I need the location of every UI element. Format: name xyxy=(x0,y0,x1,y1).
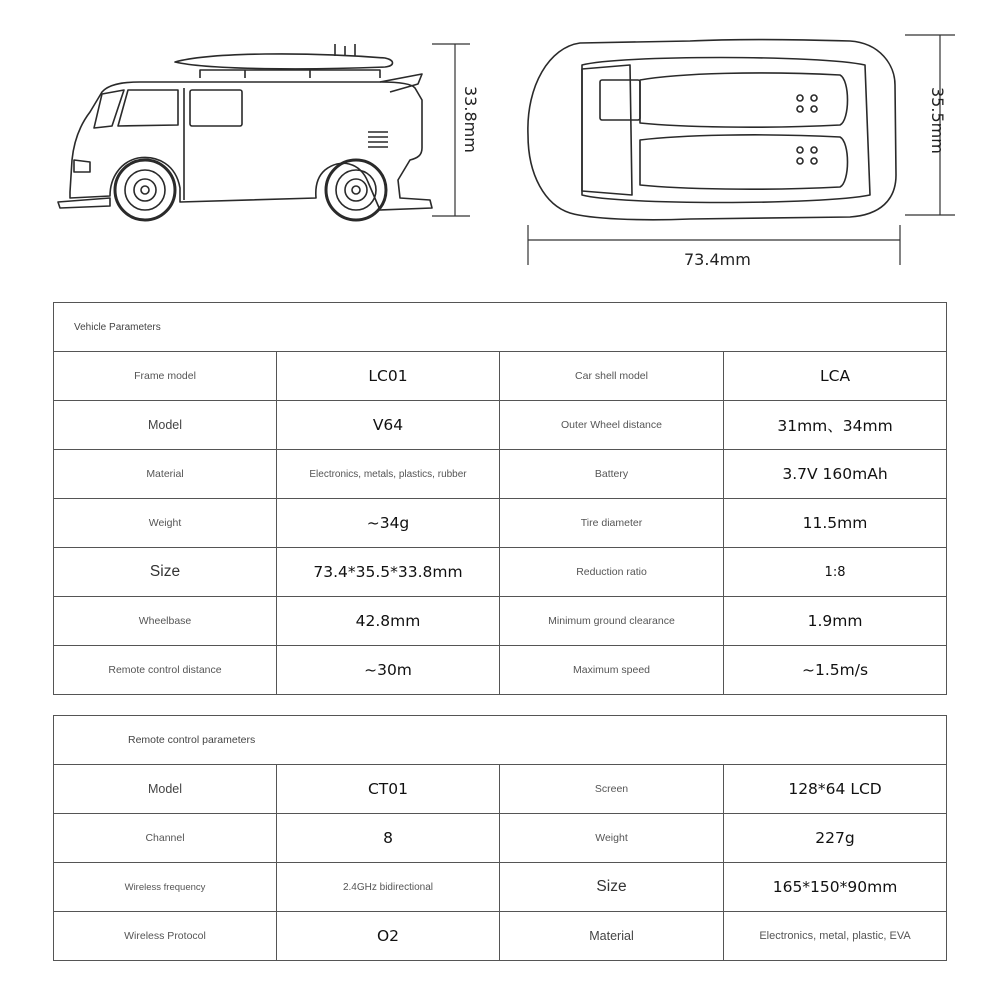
table-row xyxy=(54,863,947,912)
value-battery: 3.7V 160mAh xyxy=(724,450,947,499)
value-weight: ~34g xyxy=(277,499,500,548)
value-remote-material: Electronics, metal, plastic, EVA xyxy=(724,912,947,961)
remote-control-parameters-table xyxy=(53,715,947,961)
value-model: V64 xyxy=(277,401,500,450)
label-tire-diameter: Tire diameter xyxy=(500,499,724,548)
value-min-ground-clearance: 1.9mm xyxy=(724,597,947,646)
side-window xyxy=(190,90,242,126)
label-remote-material: Material xyxy=(500,912,724,961)
table-row xyxy=(54,646,947,695)
value-remote-weight: 227g xyxy=(724,814,947,863)
value-frame-model: LC01 xyxy=(277,352,500,401)
length-dimension-label: 73.4mm xyxy=(684,250,751,269)
front-wheel xyxy=(115,160,175,220)
label-screen: Screen xyxy=(500,765,724,814)
value-wireless-frequency: 2.4GHz bidirectional xyxy=(277,863,500,912)
height-dimension-label: 33.8mm xyxy=(461,86,480,153)
label-reduction-ratio: Reduction ratio xyxy=(500,548,724,597)
value-remote-model: CT01 xyxy=(277,765,500,814)
label-weight: Weight xyxy=(54,499,277,548)
label-remote-control-distance: Remote control distance xyxy=(54,646,277,695)
label-remote-weight: Weight xyxy=(500,814,724,863)
label-model: Model xyxy=(54,401,277,450)
label-wireless-frequency: Wireless frequency xyxy=(54,863,277,912)
table-row xyxy=(54,765,947,814)
vehicle-parameters-table xyxy=(53,302,947,695)
remote-control-parameters-title: Remote control parameters xyxy=(54,716,947,765)
rear-vent xyxy=(368,132,388,147)
value-size: 73.4*35.5*33.8mm xyxy=(277,548,500,597)
label-frame-model: Frame model xyxy=(54,352,277,401)
value-outer-wheel-distance: 31mm、34mm xyxy=(724,401,947,450)
table-row xyxy=(54,548,947,597)
top-view-drawing xyxy=(520,25,980,275)
label-outer-wheel-distance: Outer Wheel distance xyxy=(500,401,724,450)
vehicle-parameters-title: Vehicle Parameters xyxy=(54,303,947,352)
label-channel: Channel xyxy=(54,814,277,863)
front-window xyxy=(118,90,178,126)
rear-wheel xyxy=(326,160,386,220)
label-material: Material xyxy=(54,450,277,499)
value-car-shell-model: LCA xyxy=(724,352,947,401)
value-remote-control-distance: ~30m xyxy=(277,646,500,695)
value-remote-size: 165*150*90mm xyxy=(724,863,947,912)
side-view-drawing xyxy=(50,30,490,230)
width-dimension-label: 35.5mm xyxy=(928,87,947,154)
table-row xyxy=(54,401,947,450)
table-row xyxy=(54,912,947,961)
value-reduction-ratio: 1:8 xyxy=(724,548,947,597)
table-row xyxy=(54,352,947,401)
roof-rack xyxy=(200,70,380,78)
roof-box xyxy=(600,80,640,120)
label-remote-model: Model xyxy=(54,765,277,814)
label-battery: Battery xyxy=(500,450,724,499)
value-wireless-protocol: O2 xyxy=(277,912,500,961)
label-car-shell-model: Car shell model xyxy=(500,352,724,401)
car-outline-top xyxy=(528,40,896,220)
roof-surfboard xyxy=(175,54,393,69)
table-row xyxy=(54,450,947,499)
front-bumper xyxy=(58,198,110,208)
value-screen: 128*64 LCD xyxy=(724,765,947,814)
label-wireless-protocol: Wireless Protocol xyxy=(54,912,277,961)
windshield-top xyxy=(582,65,632,195)
label-wheelbase: Wheelbase xyxy=(54,597,277,646)
table-row xyxy=(54,597,947,646)
value-wheelbase: 42.8mm xyxy=(277,597,500,646)
value-channel: 8 xyxy=(277,814,500,863)
value-material: Electronics, metals, plastics, rubber xyxy=(277,450,500,499)
value-maximum-speed: ~1.5m/s xyxy=(724,646,947,695)
label-remote-size: Size xyxy=(500,863,724,912)
table-row xyxy=(54,499,947,548)
label-min-ground-clearance: Minimum ground clearance xyxy=(500,597,724,646)
value-tire-diameter: 11.5mm xyxy=(724,499,947,548)
label-size: Size xyxy=(54,548,277,597)
table-row xyxy=(54,814,947,863)
headlight xyxy=(74,160,90,172)
label-maximum-speed: Maximum speed xyxy=(500,646,724,695)
